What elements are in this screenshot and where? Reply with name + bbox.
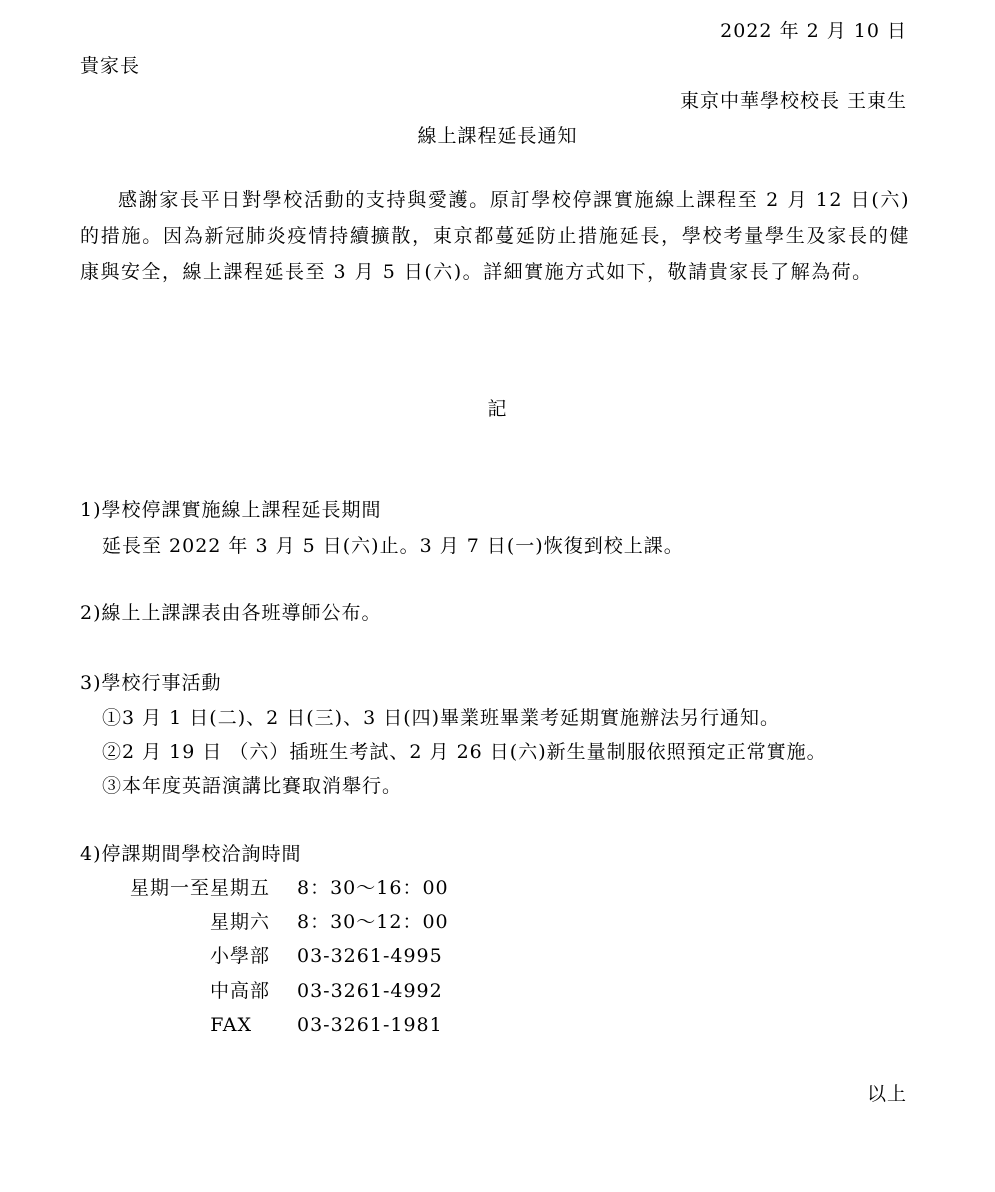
- fax-label: FAX: [210, 1014, 252, 1036]
- ki-heading: 記: [487, 398, 508, 420]
- notice-title: 線上課程延長通知: [417, 125, 578, 147]
- hours-value: 8：30～16：00: [297, 877, 449, 899]
- section-4-heading: 4)停課期間學校洽詢時間: [80, 843, 302, 865]
- fax-value: 03-3261-1981: [297, 1014, 443, 1036]
- section-1-text: 延長至 2022 年 3 月 5 日(六)止。3 月 7 日(一)恢復到校上課。: [102, 535, 684, 557]
- section-3-item: ①3 月 1 日(二)、2 日(三)、3 日(四)畢業班畢業考延期實施辦法另行通知。: [102, 707, 781, 729]
- hours-value: 8：30～12：00: [297, 911, 449, 933]
- date-line: 2022 年 2 月 10 日: [720, 20, 907, 42]
- hours-label: 星期六: [209, 911, 270, 933]
- section-2-heading: 2)線上上課課表由各班導師公布。: [80, 602, 382, 624]
- phone-value: 03-3261-4992: [297, 980, 443, 1002]
- body-paragraph: 感謝家長平日對學校活動的支持與愛護。原訂學校停課實施線上課程至 2 月 12 日(六)的措施。因為新冠肺炎疫情持續擴散，東京都蔓延防止措施延長，學校考量學生及家長的健康與安全，線上課程延長至 3 月 5 日(六)。詳細實施方式如下，敬請貴家長了解為荷。: [80, 189, 910, 283]
- section-3-item: ②2 月 19 日 （六）插班生考試、2 月 26 日(六)新生量制服依照預定正常實施。: [102, 741, 827, 763]
- phone-label: 小學部: [209, 945, 270, 967]
- closing-mark: 以上: [866, 1083, 907, 1105]
- hours-label: 星期一至星期五: [129, 877, 270, 899]
- phone-label: 中高部: [209, 980, 270, 1002]
- sender-line: 東京中華學校校長 王東生: [679, 90, 907, 112]
- phone-value: 03-3261-4995: [297, 945, 443, 967]
- section-3-item: ③本年度英語演講比賽取消舉行。: [102, 775, 403, 797]
- section-1-heading: 1)學校停課實施線上課程延長期間: [80, 499, 382, 521]
- section-3-heading: 3)學校行事活動: [80, 672, 222, 694]
- recipient-line: 貴家長: [80, 55, 141, 77]
